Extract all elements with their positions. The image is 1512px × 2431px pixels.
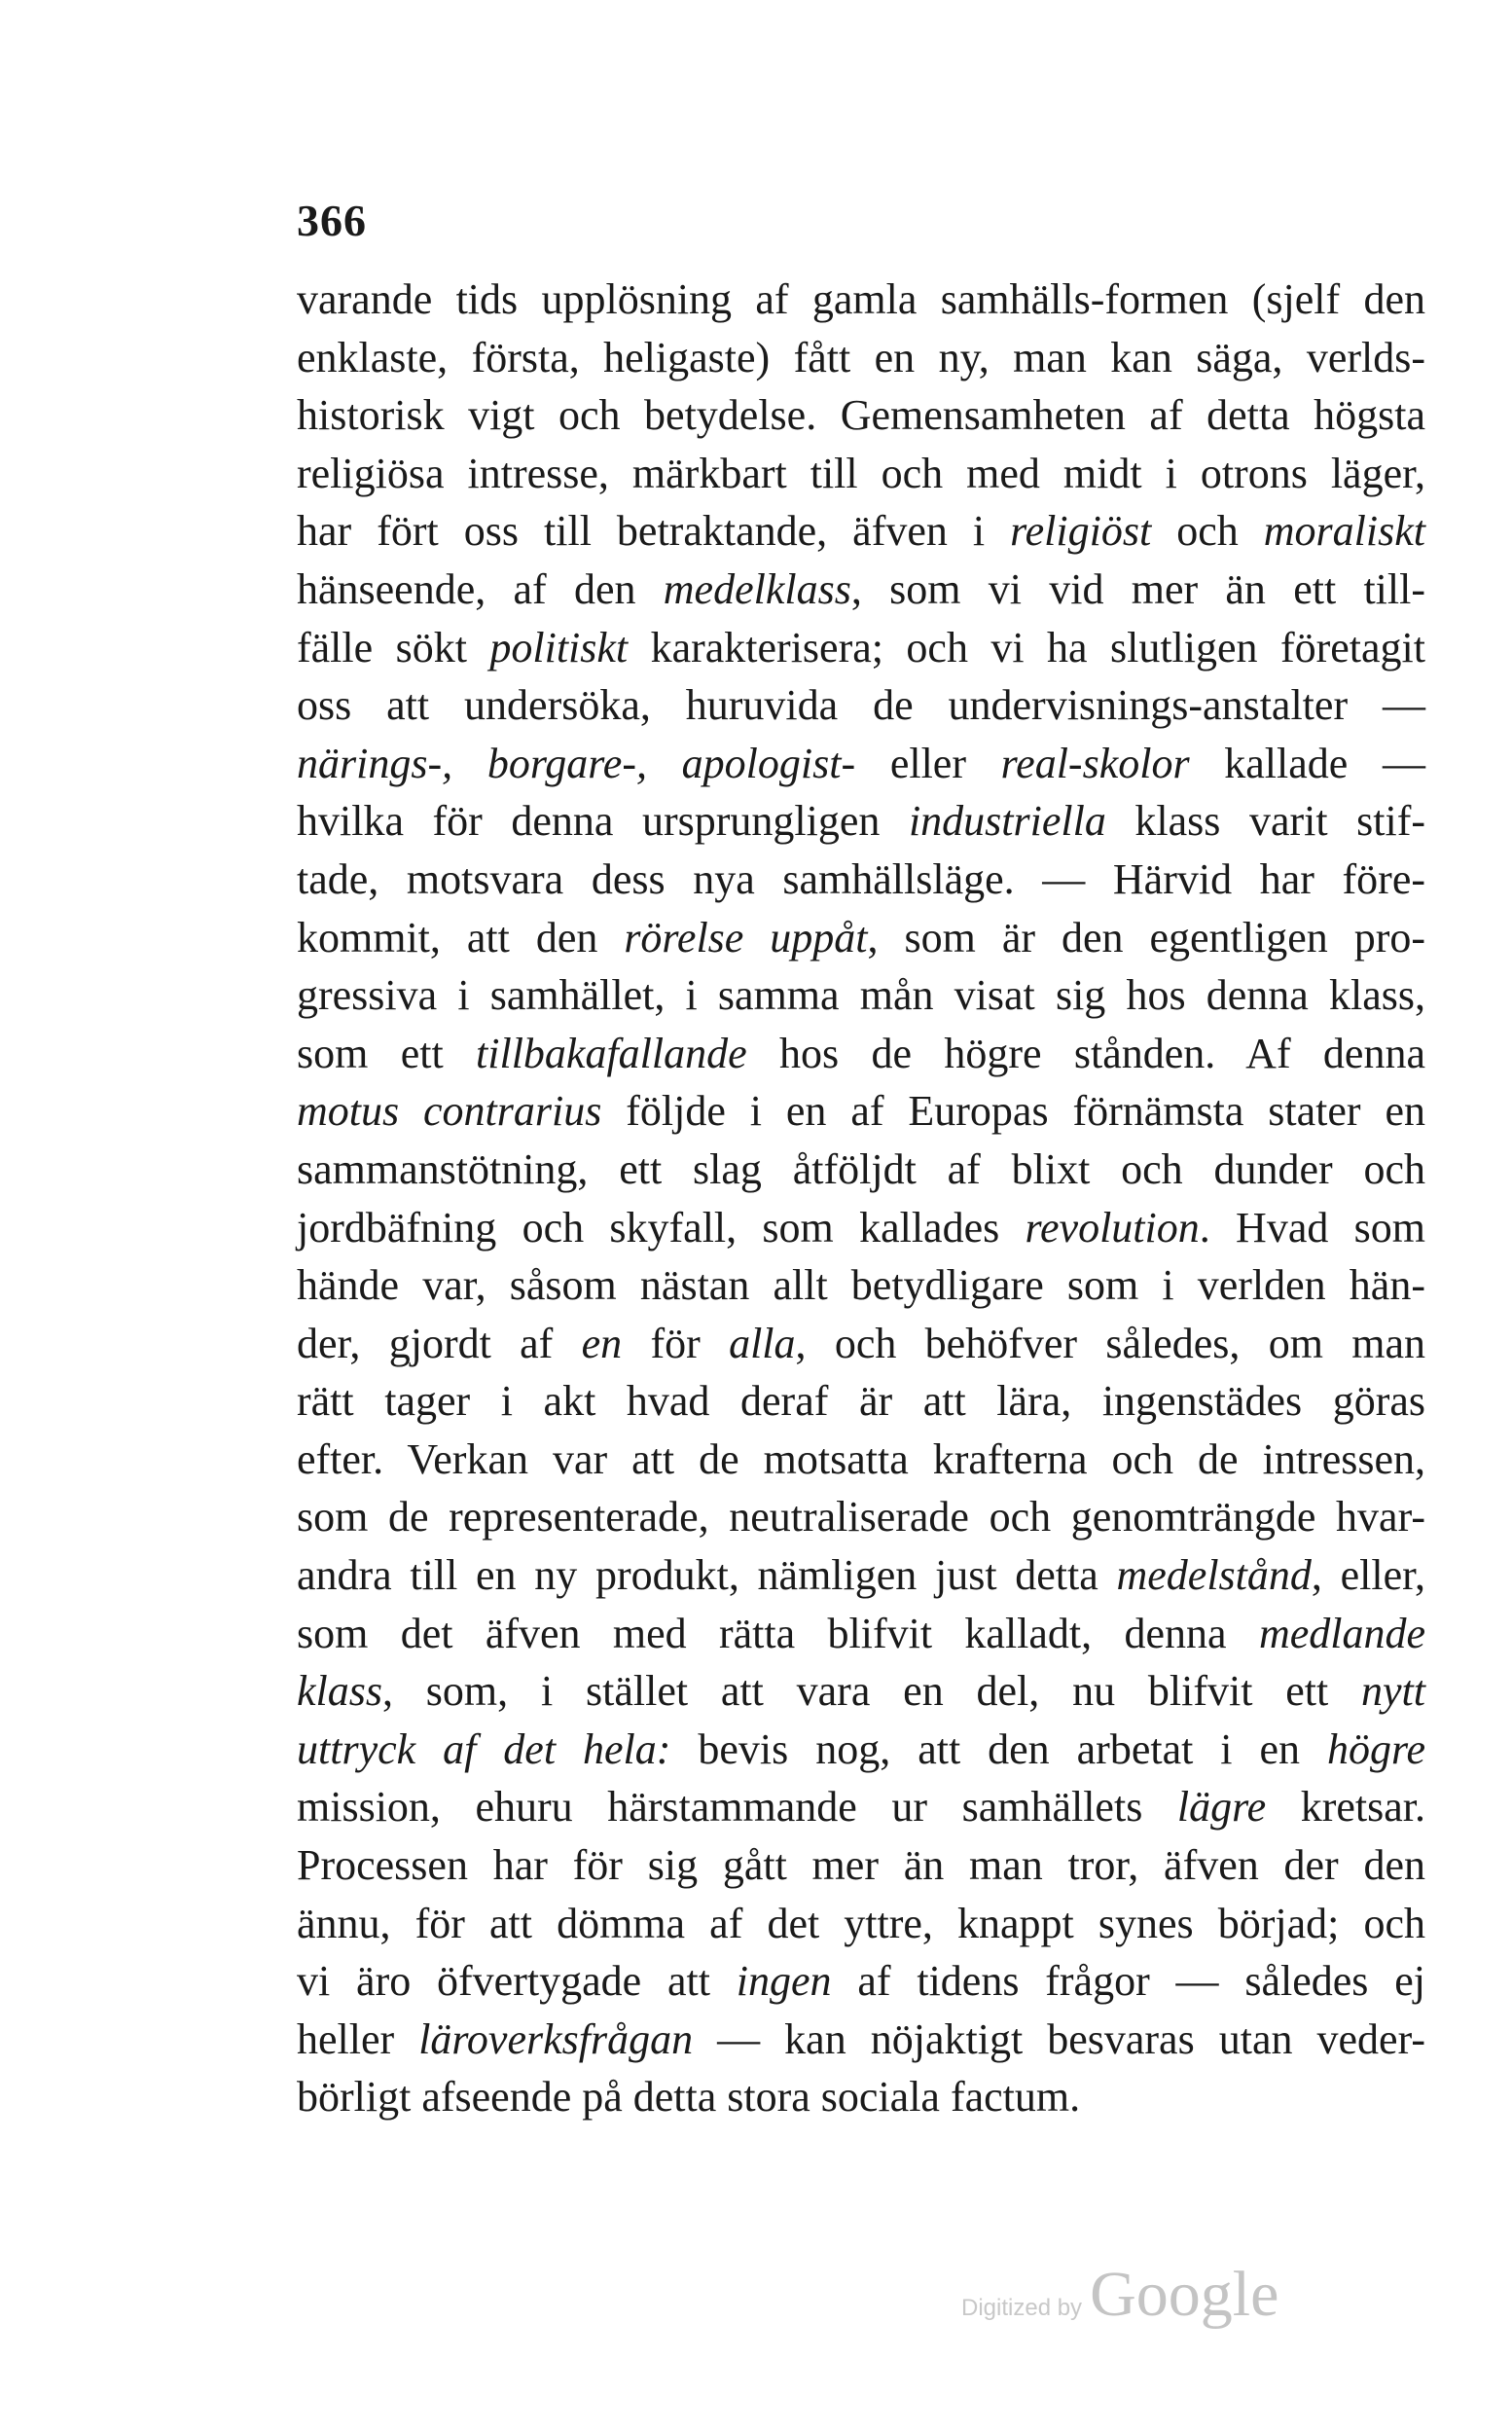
text-line: [297, 329, 1425, 387]
text-segment: religiösa intresse, märkbart till och med midt i otrons läger,: [297, 449, 1425, 497]
text-line: [297, 619, 1425, 677]
text-line: [297, 1778, 1425, 1836]
text-segment: — kan nöjaktigt besvaras utan veder-: [693, 2014, 1425, 2063]
text-line: [297, 2068, 1425, 2126]
italic-text-segment: medelklass: [663, 564, 851, 613]
text-line: [297, 1952, 1425, 2011]
italic-text-segment: real-skolor: [1000, 739, 1190, 787]
text-segment: ännu, för att dömma af det yttre, knappt synes börjad; och: [297, 1899, 1425, 1947]
italic-text-segment: närings-, borgare-, apologist-: [297, 739, 856, 787]
text-segment: varande tids upplösning af gamla samhälls-formen (sjelf den: [297, 275, 1425, 323]
text-line: [297, 386, 1425, 445]
text-segment: , och behöfver således, om man: [795, 1319, 1425, 1367]
text-line: [297, 1082, 1425, 1141]
text-segment: som det äfven med rätta blifvit kalladt, denna: [297, 1609, 1259, 1657]
text-line: [297, 851, 1425, 909]
text-segment: jordbäfning och skyfall, som kallades: [297, 1203, 1026, 1252]
text-segment: fälle sökt: [297, 623, 490, 671]
text-line: [297, 1315, 1425, 1373]
text-line: [297, 271, 1425, 329]
italic-text-segment: religiöst: [1010, 507, 1152, 556]
text-segment: enklaste, första, heligaste) fått en ny, man kan säga, verlds-: [297, 333, 1425, 381]
italic-text-segment: moraliskt: [1263, 507, 1426, 556]
text-segment: rätt tager i akt hvad deraf är att lära, ingenstädes göras: [297, 1377, 1425, 1426]
text-segment: heller: [297, 2014, 419, 2063]
text-segment: har fört oss till betraktande, äfven i: [297, 507, 1011, 556]
text-line: [297, 445, 1425, 503]
text-segment: Processen har för sig gått mer än man tror, äfven der den: [297, 1841, 1425, 1890]
text-line: [297, 1141, 1425, 1199]
italic-text-segment: lägre: [1176, 1783, 1267, 1832]
italic-text-segment: nytt: [1361, 1667, 1425, 1716]
text-line: [297, 1431, 1425, 1489]
text-segment: klass varit stif-: [1105, 797, 1425, 846]
text-line: [297, 1895, 1425, 1953]
text-segment: der, gjordt af: [297, 1319, 582, 1367]
italic-text-segment: rörelse uppåt: [624, 913, 868, 962]
italic-text-segment: medelstånd: [1116, 1551, 1312, 1600]
text-segment: , eller,: [1311, 1551, 1425, 1600]
italic-text-segment: läroverksfrågan: [418, 2014, 694, 2063]
italic-text-segment: medlande: [1258, 1609, 1425, 1657]
text-line: [297, 2011, 1425, 2069]
text-segment: som ett: [297, 1029, 477, 1077]
text-segment: af tidens frågor — således ej: [831, 1957, 1425, 2006]
text-body: [297, 271, 1425, 2126]
italic-text-segment: politiskt: [489, 623, 629, 671]
text-segment: för: [622, 1319, 730, 1367]
italic-text-segment: alla: [729, 1319, 796, 1367]
text-segment: eller: [855, 739, 1001, 787]
text-segment: kallade —: [1189, 739, 1425, 787]
italic-text-segment: en: [581, 1319, 623, 1367]
text-segment: sammanstötning, ett slag åtföljdt af blixt och dunder och: [297, 1144, 1425, 1193]
text-segment: mission, ehuru härstammande ur samhällets: [297, 1783, 1177, 1832]
text-line: [297, 1025, 1425, 1083]
text-segment: historisk vigt och betydelse. Gemensamheten af detta högsta: [297, 391, 1425, 440]
text-segment: , som, i stället att vara en del, nu blifvit ett: [382, 1667, 1362, 1716]
text-line: [297, 909, 1425, 967]
text-segment: hvilka för denna ursprungligen: [297, 797, 909, 846]
text-segment: följde i en af Europas förnämsta stater en: [601, 1087, 1425, 1136]
text-line: [297, 561, 1425, 619]
italic-text-segment: högre: [1326, 1724, 1426, 1773]
text-line: [297, 1605, 1425, 1663]
text-segment: som de representerade, neutraliserade och genomträngde hvar-: [297, 1493, 1425, 1542]
text-segment: vi äro öfvertygade att: [297, 1957, 737, 2006]
text-segment: hos de högre stånden. Af denna: [746, 1029, 1425, 1077]
google-logo-text: Google: [1090, 2259, 1279, 2330]
text-segment: karakterisera; och vi ha slutligen företagit: [628, 623, 1425, 671]
text-line: [297, 676, 1425, 735]
italic-text-segment: industriella: [908, 797, 1106, 846]
text-line: [297, 735, 1425, 793]
text-segment: hände var, såsom nästan allt betydligare som i verlden hän-: [297, 1261, 1425, 1310]
digitized-watermark: [961, 2258, 1278, 2332]
text-line: [297, 1721, 1425, 1779]
text-segment: kommit, att den: [297, 913, 625, 962]
text-line: [297, 1199, 1425, 1257]
italic-text-segment: ingen: [736, 1957, 832, 2006]
text-line: [297, 1836, 1425, 1895]
text-segment: och: [1151, 507, 1264, 556]
digitized-by-text: Digitized by: [961, 2295, 1083, 2321]
text-segment: , som är den egentligen pro-: [867, 913, 1425, 962]
page-number: 366: [297, 196, 367, 245]
text-line: [297, 1256, 1425, 1315]
text-segment: . Hvad som: [1199, 1203, 1425, 1252]
text-line: [297, 1488, 1425, 1546]
italic-text-segment: revolution: [1025, 1203, 1200, 1252]
italic-text-segment: klass: [297, 1667, 382, 1716]
text-line: [297, 966, 1425, 1025]
text-segment: tade, motsvara dess nya samhällsläge. — Härvid har före-: [297, 854, 1425, 903]
italic-text-segment: uttryck af det hela:: [297, 1724, 671, 1773]
text-segment: oss att undersöka, huruvida de undervisnings-anstalter —: [297, 681, 1425, 730]
text-segment: andra till en ny produkt, nämligen just detta: [297, 1551, 1117, 1600]
text-segment: gressiva i samhället, i samma mån visat sig hos denna klass,: [297, 971, 1425, 1020]
text-segment: hänseende, af den: [297, 564, 664, 613]
text-segment: efter. Verkan var att de motsatta krafterna och de intressen,: [297, 1434, 1425, 1483]
text-segment: , som vi vid mer än ett till-: [850, 564, 1426, 613]
text-line: [297, 1372, 1425, 1431]
text-segment: börligt afseende på detta stora sociala factum.: [297, 2073, 1081, 2122]
italic-text-segment: motus contrarius: [297, 1087, 602, 1136]
text-line: [297, 1662, 1425, 1721]
italic-text-segment: tillbakafallande: [476, 1029, 747, 1077]
text-segment: kretsar.: [1266, 1783, 1425, 1832]
text-line: [297, 502, 1425, 561]
text-line: [297, 1546, 1425, 1605]
text-line: [297, 792, 1425, 851]
text-segment: bevis nog, att den arbetat i en: [670, 1724, 1327, 1773]
